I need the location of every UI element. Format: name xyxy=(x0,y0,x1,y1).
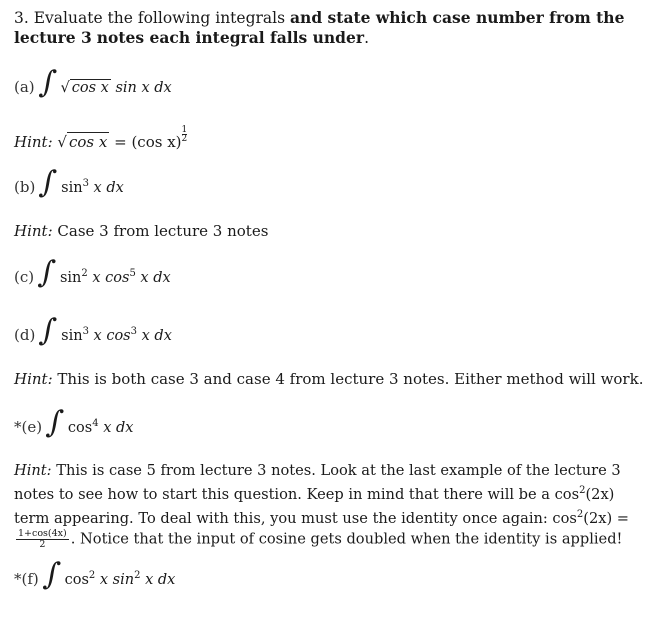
integral-sign: ∫ xyxy=(38,313,59,348)
item-a-radicand: cos x xyxy=(71,80,109,96)
item-f-e1: 2 xyxy=(88,570,96,582)
hint-d-text: This is both case 3 and case 4 from lecture 3 notes. Either method will work. xyxy=(57,370,644,388)
hint-d-label: Hint: xyxy=(14,370,53,388)
item-c-t1: sin xyxy=(59,270,82,286)
hint-b xyxy=(14,222,268,240)
item-a xyxy=(14,65,172,100)
sqrt-symbol: √ cos x xyxy=(60,80,109,96)
item-a-label: (a) xyxy=(14,78,35,96)
heading-period: . xyxy=(364,29,369,47)
integral-sign: ∫ xyxy=(41,557,63,592)
hint-e-exp1: 2 xyxy=(579,485,586,496)
hint-e-part4: . Notice that the input of cosine gets doubled when the identity is applied! xyxy=(70,530,623,548)
hint-e-part2: (2x) term appearing. To deal with this, you must use the identity once again: cos xyxy=(14,485,615,527)
fraction-denominator: 2 xyxy=(39,538,46,550)
item-e-expression xyxy=(68,420,134,436)
item-b-exp: 3 xyxy=(82,178,89,190)
hint-a xyxy=(14,126,187,151)
item-c-expression xyxy=(60,270,171,286)
item-c-e2: 5 xyxy=(129,268,136,280)
item-f-t1: cos xyxy=(64,572,89,588)
hint-b-text: Case 3 from lecture 3 notes xyxy=(57,222,269,240)
item-d xyxy=(14,313,172,348)
hint-a-equals: = (cos x) xyxy=(114,133,182,151)
item-a-expression xyxy=(60,80,171,96)
integral-sign: ∫ xyxy=(37,65,58,100)
item-b-rest: x dx xyxy=(93,180,124,196)
fraction-numerator: 1+cos(4x) xyxy=(18,527,67,539)
hint-e-label: Hint: xyxy=(14,462,52,479)
sqrt-symbol: √ cos x xyxy=(57,133,108,151)
item-e-e1: 4 xyxy=(92,418,99,430)
item-f xyxy=(14,557,176,592)
item-c-t3: x dx xyxy=(140,270,171,286)
item-e xyxy=(14,405,134,440)
question-number: 3. xyxy=(14,9,29,27)
hint-e-part1: This is case 5 from lecture 3 notes. Look at the last example of the lecture 3 notes to see how to start this question. Keep in mind that there will be a cos xyxy=(14,462,621,503)
item-c-e1: 2 xyxy=(81,268,88,280)
integral-sign: ∫ xyxy=(36,255,58,290)
item-f-e2: 2 xyxy=(134,570,141,582)
integral-sign: ∫ xyxy=(44,405,66,440)
item-b-label: (b) xyxy=(14,178,36,196)
hint-a-exp-num: 1 xyxy=(181,125,188,135)
integral-sign: ∫ xyxy=(38,165,59,200)
question-heading xyxy=(14,8,654,48)
item-d-e2: 3 xyxy=(130,326,138,338)
item-c xyxy=(14,255,171,290)
item-d-t2: x cos xyxy=(93,328,131,344)
item-f-t2: x sin xyxy=(99,572,135,588)
item-d-t1: sin xyxy=(61,328,83,344)
item-d-expression xyxy=(61,328,172,344)
item-d-e1: 3 xyxy=(82,326,89,338)
item-b-expression xyxy=(61,180,124,196)
item-d-t3: x dx xyxy=(141,328,172,344)
hint-a-label: Hint: xyxy=(14,133,53,151)
hint-d xyxy=(14,370,643,388)
item-d-label: (d) xyxy=(14,326,36,344)
item-b xyxy=(14,165,124,200)
hint-e-part3: (2x) = xyxy=(583,509,630,527)
item-e-t2: x dx xyxy=(103,420,134,436)
item-c-t2: x cos xyxy=(92,270,130,286)
item-e-label: *(e) xyxy=(14,418,43,436)
item-a-rest: sin x dx xyxy=(115,80,172,96)
heading-plain-text: Evaluate the following integrals xyxy=(33,9,286,27)
item-f-label: *(f) xyxy=(14,570,39,588)
hint-b-label: Hint: xyxy=(14,222,53,240)
heading-bold-text-2: notes each integral falls under xyxy=(96,28,365,47)
hint-a-radicand: cos x xyxy=(68,133,108,151)
item-f-t3: x dx xyxy=(145,572,176,588)
item-e-t1: cos xyxy=(67,420,93,436)
hint-a-exponent-fraction xyxy=(182,126,188,143)
heading-bold-text-1: and state which case number from the lecture 3 xyxy=(14,8,625,47)
item-b-func: sin xyxy=(61,180,83,196)
hint-e-exp2: 2 xyxy=(576,508,584,520)
item-f-expression xyxy=(65,572,176,588)
identity-fraction xyxy=(16,529,69,550)
hint-e xyxy=(14,461,654,550)
hint-a-exp-den: 2 xyxy=(181,134,188,144)
item-c-label: (c) xyxy=(14,268,35,286)
